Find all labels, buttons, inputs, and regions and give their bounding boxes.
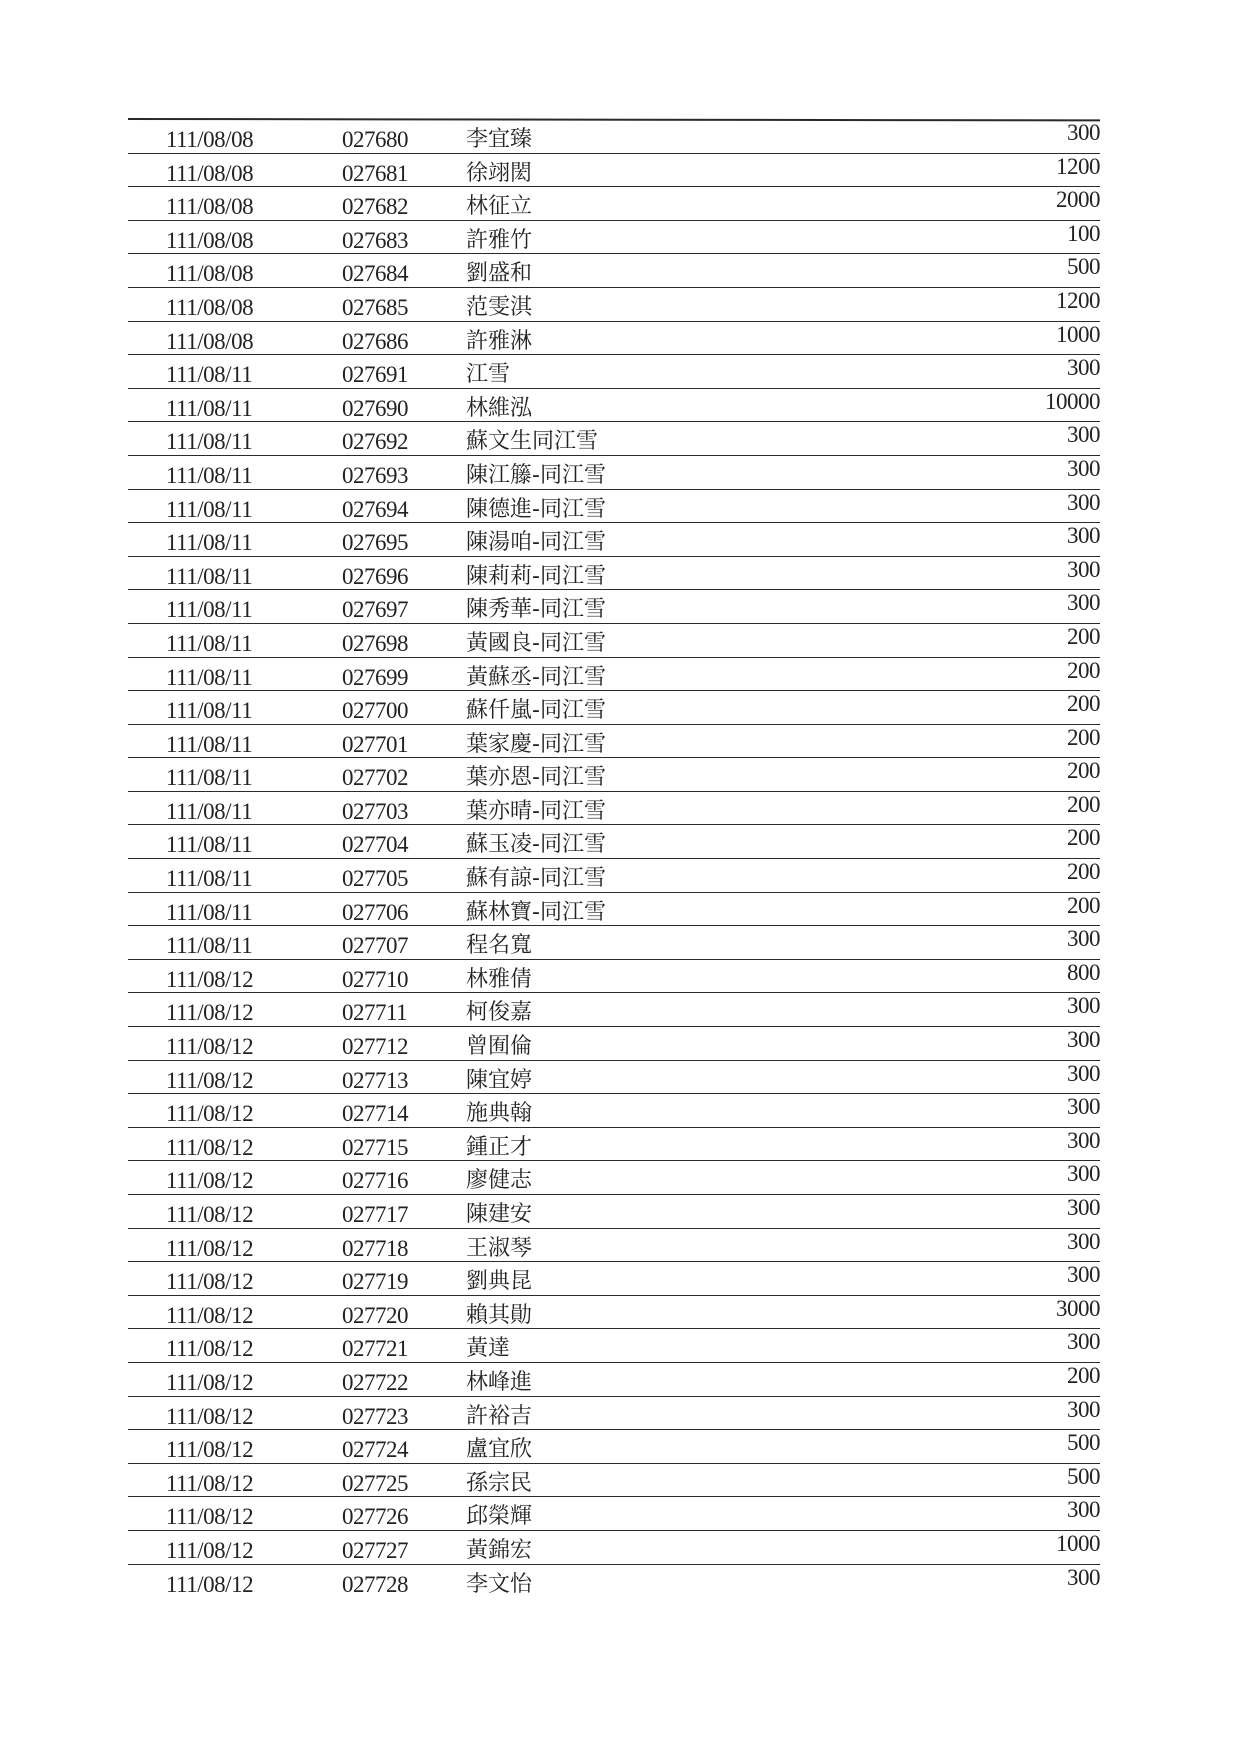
row-date: 111/08/11 (166, 765, 253, 791)
row-date: 111/08/12 (166, 1134, 254, 1160)
table-row (128, 1262, 1100, 1296)
row-amount: 300 (1067, 556, 1100, 582)
row-amount: 200 (1067, 1362, 1100, 1388)
row-receipt-number: 027693 (342, 462, 408, 488)
row-date: 111/08/08 (166, 261, 254, 287)
table-row (128, 926, 1100, 960)
row-date: 111/08/11 (166, 429, 253, 455)
row-donor-name: 黃達 (466, 1336, 511, 1362)
row-receipt-number: 027726 (342, 1504, 408, 1530)
row-donor-name: 許雅淋 (466, 328, 533, 354)
row-date: 111/08/12 (166, 1537, 254, 1563)
table-row (128, 1531, 1100, 1565)
row-date: 111/08/12 (166, 1470, 254, 1496)
table-row (128, 523, 1100, 557)
row-donor-name: 許裕吉 (466, 1403, 533, 1429)
row-date: 111/08/12 (166, 1336, 254, 1362)
row-date: 111/08/08 (166, 194, 254, 220)
row-donor-name: 盧宜欣 (466, 1437, 533, 1463)
row-receipt-number: 027711 (342, 1000, 408, 1026)
row-donor-name: 李文怡 (466, 1571, 533, 1597)
row-donor-name: 林峰進 (466, 1369, 533, 1395)
row-donor-name: 江雪 (466, 362, 511, 388)
row-date: 111/08/11 (166, 530, 253, 556)
row-receipt-number: 027720 (342, 1302, 408, 1328)
row-amount: 200 (1067, 825, 1100, 851)
table-row (128, 624, 1100, 658)
row-amount: 300 (1067, 120, 1100, 145)
row-date: 111/08/12 (166, 1235, 254, 1261)
row-receipt-number: 027692 (342, 429, 408, 455)
row-donor-name: 廖健志 (466, 1168, 533, 1194)
row-receipt-number: 027700 (342, 698, 408, 724)
table-row (128, 557, 1100, 591)
table-row (128, 960, 1100, 994)
table-row (128, 355, 1100, 389)
row-receipt-number: 027702 (342, 765, 408, 791)
row-date: 111/08/11 (166, 933, 253, 959)
table-row (128, 1397, 1100, 1431)
row-amount: 300 (1067, 1228, 1100, 1254)
row-amount: 300 (1067, 455, 1100, 481)
row-amount: 300 (1067, 1060, 1100, 1086)
table-row (128, 1296, 1100, 1330)
row-donor-name: 陳江籐-同江雪 (466, 462, 606, 488)
table-row (128, 792, 1100, 826)
row-date: 111/08/12 (166, 1571, 254, 1597)
row-donor-name: 曾囿倫 (466, 1034, 533, 1060)
row-amount: 300 (1067, 590, 1100, 616)
row-date: 111/08/12 (166, 1504, 254, 1530)
row-receipt-number: 027703 (342, 798, 408, 824)
row-donor-name: 王淑琴 (466, 1235, 533, 1261)
row-amount: 300 (1067, 1027, 1100, 1053)
table-row (128, 893, 1100, 927)
row-receipt-number: 027690 (342, 395, 408, 421)
row-receipt-number: 027717 (342, 1202, 408, 1227)
table-row (128, 1363, 1100, 1397)
row-date: 111/08/11 (166, 731, 253, 757)
row-amount: 300 (1067, 1262, 1100, 1288)
row-date: 111/08/12 (166, 1067, 254, 1093)
table-row (128, 187, 1100, 221)
row-date: 111/08/11 (166, 698, 253, 724)
row-amount: 300 (1067, 1497, 1100, 1523)
row-date: 111/08/11 (166, 866, 253, 892)
row-receipt-number: 027716 (342, 1168, 408, 1194)
row-receipt-number: 027699 (342, 664, 408, 690)
row-donor-name: 賴其勛 (466, 1302, 533, 1328)
row-donor-name: 陳德進-同江雪 (466, 496, 606, 522)
row-receipt-number: 027684 (342, 261, 408, 287)
row-amount: 300 (1067, 422, 1100, 448)
row-donor-name: 葉亦恩-同江雪 (466, 765, 606, 791)
row-date: 111/08/11 (166, 832, 253, 858)
row-receipt-number: 027691 (342, 362, 408, 388)
row-donor-name: 陳秀華-同江雪 (466, 597, 606, 623)
row-amount: 500 (1067, 1430, 1100, 1456)
row-donor-name: 孫宗民 (466, 1470, 533, 1496)
table-row (128, 1195, 1100, 1229)
row-donor-name: 陳湯咱-同江雪 (466, 530, 606, 556)
table-row (128, 389, 1100, 423)
row-amount: 500 (1067, 1463, 1100, 1489)
table-row (128, 1161, 1100, 1195)
row-receipt-number: 027710 (342, 966, 408, 992)
row-amount: 300 (1067, 1127, 1100, 1153)
row-donor-name: 施典翰 (466, 1101, 533, 1127)
row-date: 111/08/11 (166, 362, 253, 388)
row-donor-name: 黃蘇丞-同江雪 (466, 664, 606, 690)
row-donor-name: 范雯淇 (466, 294, 533, 320)
row-date: 111/08/12 (166, 1168, 254, 1194)
table-row (128, 288, 1100, 322)
row-amount: 10000 (1045, 388, 1100, 414)
row-receipt-number: 027724 (342, 1437, 408, 1463)
table-row (128, 1229, 1100, 1263)
row-date: 111/08/11 (166, 664, 253, 690)
row-receipt-number: 027713 (342, 1067, 408, 1093)
table-row (128, 691, 1100, 725)
table-row (128, 758, 1100, 792)
table-row (128, 1094, 1100, 1128)
row-amount: 300 (1067, 1094, 1100, 1120)
row-date: 111/08/08 (166, 127, 254, 152)
row-date: 111/08/12 (166, 1403, 254, 1429)
table-row (128, 456, 1100, 490)
row-receipt-number: 027695 (342, 530, 408, 556)
table-row (128, 1565, 1100, 1599)
row-amount: 300 (1067, 355, 1100, 381)
row-receipt-number: 027683 (342, 227, 408, 253)
row-amount: 200 (1067, 758, 1100, 784)
table-row (128, 1027, 1100, 1061)
table-row (128, 590, 1100, 624)
row-donor-name: 林維泓 (466, 395, 533, 421)
row-date: 111/08/11 (166, 798, 253, 824)
row-date: 111/08/11 (166, 496, 253, 522)
row-amount: 300 (1067, 489, 1100, 515)
row-donor-name: 黃國良-同江雪 (466, 630, 606, 656)
row-date: 111/08/12 (166, 1369, 254, 1395)
row-date: 111/08/11 (166, 630, 253, 656)
row-donor-name: 陳建安 (466, 1202, 533, 1227)
row-receipt-number: 027723 (342, 1403, 408, 1429)
row-receipt-number: 027712 (342, 1034, 408, 1060)
row-date: 111/08/12 (166, 966, 254, 992)
row-receipt-number: 027698 (342, 630, 408, 656)
row-date: 111/08/11 (166, 899, 253, 925)
row-amount: 300 (1067, 926, 1100, 952)
table-row (128, 422, 1100, 456)
table-row (128, 120, 1100, 154)
row-receipt-number: 027722 (342, 1369, 408, 1395)
row-donor-name: 蘇林寶-同江雪 (466, 899, 606, 925)
row-date: 111/08/11 (166, 462, 253, 488)
table-row (128, 658, 1100, 692)
row-date: 111/08/08 (166, 227, 254, 253)
row-donor-name: 陳莉莉-同江雪 (466, 563, 606, 589)
row-amount: 200 (1067, 691, 1100, 717)
row-date: 111/08/11 (166, 395, 253, 421)
row-date: 111/08/12 (166, 1269, 254, 1295)
row-donor-name: 蘇文生同江雪 (466, 429, 599, 455)
row-receipt-number: 027721 (342, 1336, 408, 1362)
row-donor-name: 許雅竹 (466, 227, 533, 253)
row-amount: 500 (1067, 254, 1100, 280)
row-receipt-number: 027725 (342, 1470, 408, 1496)
row-date: 111/08/12 (166, 1202, 254, 1227)
row-amount: 200 (1067, 859, 1100, 885)
row-amount: 2000 (1056, 187, 1100, 213)
table-body (128, 120, 1100, 1598)
row-amount: 200 (1067, 791, 1100, 817)
row-receipt-number: 027685 (342, 294, 408, 320)
row-amount: 100 (1067, 220, 1100, 246)
row-date: 111/08/11 (166, 563, 253, 589)
row-receipt-number: 027705 (342, 866, 408, 892)
row-date: 111/08/08 (166, 160, 254, 186)
row-receipt-number: 027701 (342, 731, 408, 757)
row-donor-name: 劉典昆 (466, 1269, 533, 1295)
row-donor-name: 林雅倩 (466, 966, 533, 992)
row-donor-name: 程名寬 (466, 933, 533, 959)
table-row (128, 725, 1100, 759)
row-amount: 200 (1067, 623, 1100, 649)
row-donor-name: 李宜臻 (466, 127, 533, 152)
row-date: 111/08/11 (166, 597, 253, 623)
row-date: 111/08/08 (166, 294, 254, 320)
table-row (128, 993, 1100, 1027)
row-donor-name: 蘇玉凌-同江雪 (466, 832, 606, 858)
table-row (128, 154, 1100, 188)
row-receipt-number: 027719 (342, 1269, 408, 1295)
row-amount: 300 (1067, 1396, 1100, 1422)
row-receipt-number: 027686 (342, 328, 408, 354)
row-date: 111/08/12 (166, 1302, 254, 1328)
row-amount: 200 (1067, 724, 1100, 750)
row-receipt-number: 027681 (342, 160, 408, 186)
row-donor-name: 鍾正才 (466, 1134, 533, 1160)
row-date: 111/08/08 (166, 328, 254, 354)
row-donor-name: 蘇仟嵐-同江雪 (466, 698, 606, 724)
row-donor-name: 陳宜婷 (466, 1067, 533, 1093)
row-receipt-number: 027694 (342, 496, 408, 522)
row-amount: 800 (1067, 959, 1100, 985)
row-donor-name: 葉亦晴-同江雪 (466, 798, 606, 824)
row-receipt-number: 027682 (342, 194, 408, 220)
table-row (128, 1497, 1100, 1531)
row-receipt-number: 027714 (342, 1101, 408, 1127)
row-receipt-number: 027715 (342, 1134, 408, 1160)
row-receipt-number: 027696 (342, 563, 408, 589)
row-date: 111/08/12 (166, 1034, 254, 1060)
row-receipt-number: 027707 (342, 933, 408, 959)
row-receipt-number: 027680 (342, 127, 408, 152)
table-row (128, 1430, 1100, 1464)
table-row (128, 221, 1100, 255)
row-amount: 1000 (1056, 1530, 1100, 1556)
table-row (128, 1061, 1100, 1095)
row-amount: 300 (1067, 1329, 1100, 1355)
row-donor-name: 黃錦宏 (466, 1537, 533, 1563)
row-receipt-number: 027697 (342, 597, 408, 623)
row-amount: 300 (1067, 1195, 1100, 1220)
row-date: 111/08/12 (166, 1101, 254, 1127)
table-row (128, 859, 1100, 893)
row-amount: 3000 (1056, 1295, 1100, 1321)
donation-list (128, 118, 1100, 1598)
row-amount: 300 (1067, 1161, 1100, 1187)
table-row (128, 1329, 1100, 1363)
row-receipt-number: 027727 (342, 1537, 408, 1563)
row-donor-name: 柯俊嘉 (466, 1000, 533, 1026)
row-date: 111/08/12 (166, 1000, 254, 1026)
row-donor-name: 林征立 (466, 194, 533, 220)
row-receipt-number: 027706 (342, 899, 408, 925)
row-amount: 200 (1067, 657, 1100, 683)
row-date: 111/08/12 (166, 1437, 254, 1463)
row-amount: 300 (1067, 993, 1100, 1019)
table-row (128, 322, 1100, 356)
row-amount: 200 (1067, 892, 1100, 918)
row-amount: 300 (1067, 523, 1100, 549)
row-amount: 1000 (1056, 321, 1100, 347)
table-row (128, 825, 1100, 859)
table-row (128, 254, 1100, 288)
row-receipt-number: 027704 (342, 832, 408, 858)
row-amount: 1200 (1056, 287, 1100, 313)
table-row (128, 490, 1100, 524)
table-row (128, 1128, 1100, 1162)
row-donor-name: 邱榮輝 (466, 1504, 533, 1530)
row-donor-name: 劉盛和 (466, 261, 533, 287)
row-amount: 1200 (1056, 153, 1100, 179)
row-amount: 300 (1067, 1564, 1100, 1590)
row-donor-name: 葉家慶-同江雪 (466, 731, 606, 757)
row-receipt-number: 027728 (342, 1571, 408, 1597)
table-row (128, 1464, 1100, 1498)
row-donor-name: 蘇有諒-同江雪 (466, 866, 606, 892)
row-donor-name: 徐翊閎 (466, 160, 533, 186)
row-receipt-number: 027718 (342, 1235, 408, 1261)
